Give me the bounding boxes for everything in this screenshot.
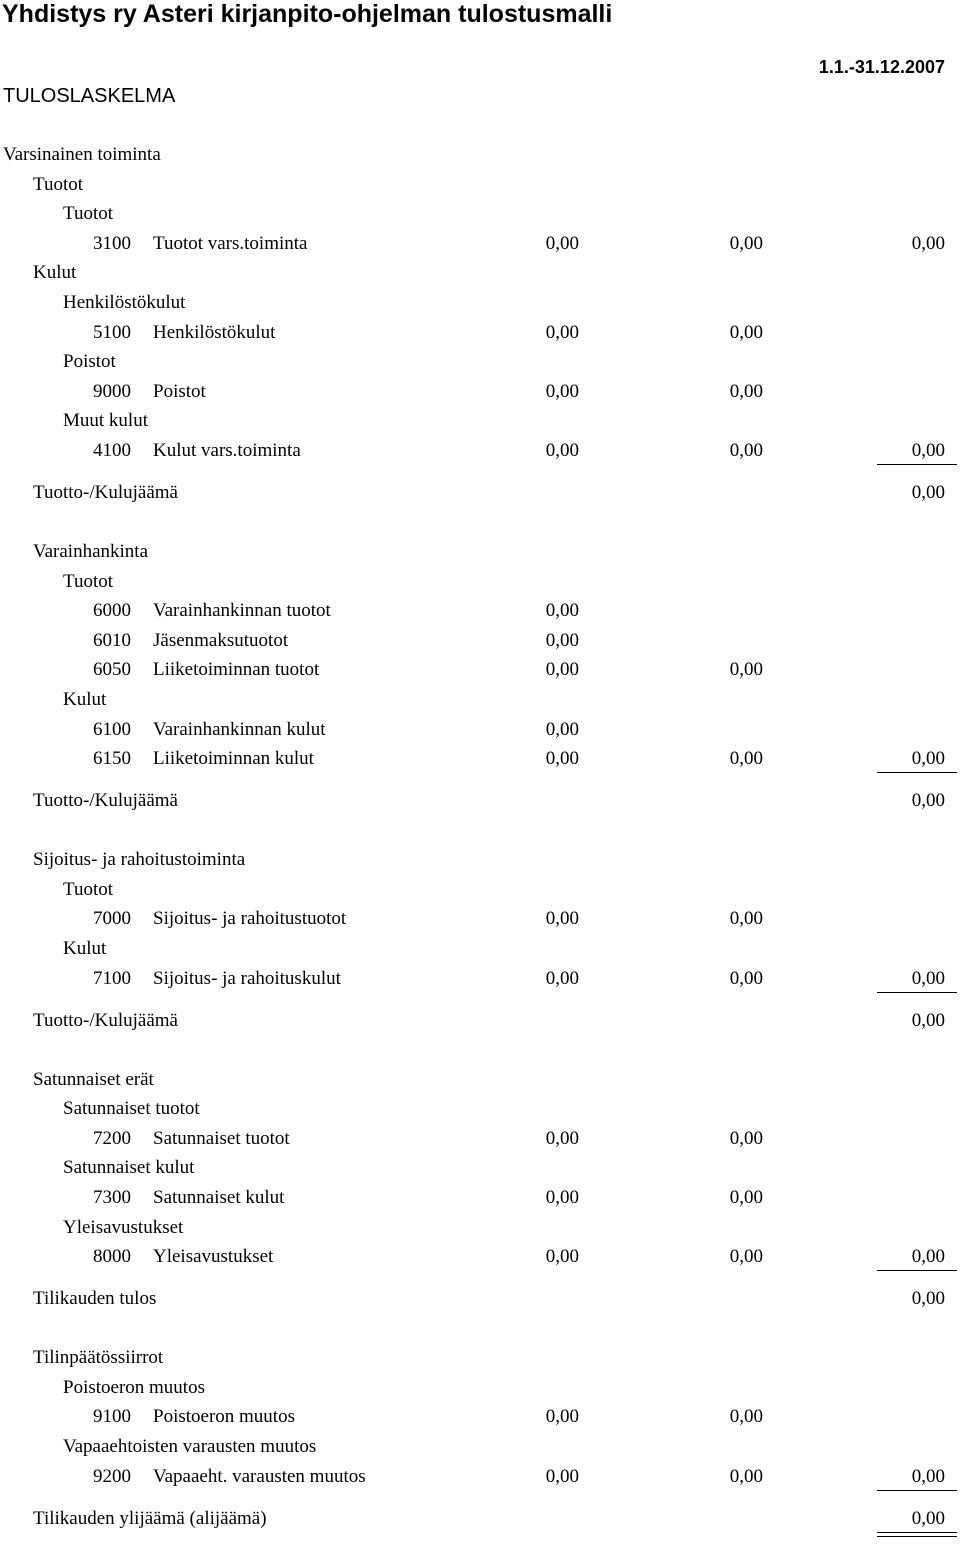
group-label: Kulut	[63, 689, 107, 710]
account-row	[0, 318, 960, 348]
account-number: 7300	[93, 1187, 131, 1208]
account-name: Varainhankinnan kulut	[153, 718, 326, 740]
amount-col-2: 0,00	[729, 380, 763, 402]
account-row	[0, 1242, 960, 1272]
account-name: Varainhankinnan tuotot	[153, 600, 331, 622]
account-number: 7100	[93, 967, 131, 989]
amount-col-2: 0,00	[729, 1127, 763, 1149]
group-row	[0, 537, 960, 567]
group-row	[0, 1432, 960, 1462]
group-label: Poistot	[63, 351, 116, 373]
total-label: Tilikauden tulos	[33, 1288, 157, 1310]
account-number: 3100	[93, 232, 131, 254]
statement-name: TULOSLASKELMA	[3, 85, 176, 107]
account-row	[0, 1402, 960, 1432]
account-row	[0, 596, 960, 626]
amount-col-2: 0,00	[729, 967, 763, 989]
group-label: Tuotot	[63, 203, 113, 225]
group-row	[0, 845, 960, 875]
report-title: Yhdistys ry Asteri kirjanpito-ohjelman tulostusmalli	[2, 0, 613, 28]
double-underline	[877, 1532, 957, 1533]
account-name: Liiketoiminnan tuotot	[153, 659, 320, 681]
account-row	[0, 655, 960, 685]
account-row	[0, 744, 960, 774]
group-label: Satunnaiset tuotot	[63, 1098, 200, 1120]
group-row	[0, 1213, 960, 1243]
amount-col-3: 0,00	[911, 1465, 945, 1487]
group-label: Satunnaiset erät	[33, 1068, 154, 1090]
account-name: Satunnaiset kulut	[153, 1187, 285, 1208]
group-row	[0, 1094, 960, 1124]
group-label: Kulut	[33, 262, 77, 284]
group-row	[0, 1373, 960, 1403]
group-label: Satunnaiset kulut	[63, 1157, 195, 1179]
group-label: Vapaaehtoisten varausten muutos	[63, 1436, 317, 1457]
total-amount: 0,00	[911, 482, 945, 503]
group-label: Kulut	[63, 938, 107, 959]
amount-col-1: 0,00	[545, 1246, 579, 1268]
group-label: Tuotot	[33, 173, 83, 195]
group-row	[0, 347, 960, 377]
group-row	[0, 288, 960, 318]
account-name: Satunnaiset tuotot	[153, 1127, 290, 1149]
group-label: Poistoeron muutos	[63, 1376, 205, 1398]
subtotal-rule	[877, 464, 957, 465]
account-number: 9000	[93, 380, 131, 402]
double-underline	[877, 1536, 957, 1537]
amount-col-3: 0,00	[911, 440, 945, 461]
amount-col-1: 0,00	[545, 629, 579, 651]
total-amount: 0,00	[911, 1507, 945, 1529]
total-amount: 0,00	[911, 790, 945, 812]
group-row	[0, 258, 960, 288]
amount-col-1: 0,00	[545, 1465, 579, 1487]
account-name: Sijoitus- ja rahoitustuotot	[153, 908, 347, 930]
total-row	[0, 1504, 960, 1534]
account-number: 4100	[93, 440, 131, 461]
amount-col-2: 0,00	[729, 440, 763, 461]
group-row	[0, 140, 960, 170]
group-row	[0, 685, 960, 715]
total-label: Tuotto-/Kulujäämä	[33, 1009, 178, 1031]
group-row	[0, 170, 960, 200]
amount-col-2: 0,00	[729, 659, 763, 681]
amount-col-1: 0,00	[545, 1187, 579, 1208]
account-number: 5100	[93, 321, 131, 343]
subtotal-rule	[877, 992, 957, 993]
group-label: Tilinpäätössiirrot	[33, 1347, 164, 1369]
amount-col-2: 0,00	[729, 1187, 763, 1208]
amount-col-3: 0,00	[911, 232, 945, 254]
amount-col-1: 0,00	[545, 1406, 579, 1428]
amount-col-1: 0,00	[545, 908, 579, 930]
subtotal-rule	[877, 772, 957, 773]
amount-col-2: 0,00	[729, 1246, 763, 1268]
group-label: Tuotot	[63, 878, 113, 900]
group-label: Varsinainen toiminta	[3, 144, 161, 165]
account-row	[0, 964, 960, 994]
amount-col-2: 0,00	[729, 1465, 763, 1487]
amount-col-2: 0,00	[729, 1406, 763, 1428]
account-name: Jäsenmaksutuotot	[153, 629, 289, 651]
account-row	[0, 229, 960, 259]
account-number: 8000	[93, 1246, 131, 1268]
account-number: 6100	[93, 718, 131, 740]
amount-col-3: 0,00	[911, 967, 945, 989]
account-name: Poistoeron muutos	[153, 1406, 295, 1428]
amount-col-3: 0,00	[911, 748, 945, 770]
report-period: 1.1.-31.12.2007	[818, 57, 945, 77]
total-amount: 0,00	[911, 1009, 945, 1031]
amount-col-1: 0,00	[545, 748, 579, 770]
amount-col-2: 0,00	[729, 748, 763, 770]
total-label: Tuotto-/Kulujäämä	[33, 482, 178, 503]
amount-col-1: 0,00	[545, 321, 579, 343]
group-row	[0, 1065, 960, 1095]
account-number: 6010	[93, 629, 131, 651]
amount-col-1: 0,00	[545, 718, 579, 740]
account-row	[0, 904, 960, 934]
group-row	[0, 1153, 960, 1183]
subtotal-rule	[877, 1270, 957, 1271]
amount-col-2: 0,00	[729, 232, 763, 254]
total-row	[0, 1284, 960, 1314]
account-number: 6050	[93, 659, 131, 681]
account-name: Poistot	[153, 380, 206, 402]
account-name: Yleisavustukset	[153, 1246, 274, 1268]
group-label: Henkilöstökulut	[63, 292, 186, 313]
account-name: Liiketoiminnan kulut	[153, 748, 314, 770]
account-row	[0, 1462, 960, 1492]
amount-col-1: 0,00	[545, 440, 579, 461]
account-name: Tuotot vars.toiminta	[153, 232, 308, 254]
group-label: Muut kulut	[63, 410, 148, 432]
account-name: Kulut vars.toiminta	[153, 440, 301, 461]
account-number: 9100	[93, 1406, 131, 1428]
account-name: Vapaaeht. varausten muutos	[153, 1465, 366, 1487]
account-name: Sijoitus- ja rahoituskulut	[153, 967, 341, 989]
amount-col-3: 0,00	[911, 1246, 945, 1268]
account-row	[0, 1183, 960, 1213]
amount-col-1: 0,00	[545, 967, 579, 989]
amount-col-1: 0,00	[545, 659, 579, 681]
total-label: Tilikauden ylijäämä (alijäämä)	[33, 1507, 267, 1529]
total-row	[0, 1006, 960, 1036]
account-name: Henkilöstökulut	[153, 321, 276, 343]
account-number: 6000	[93, 600, 131, 622]
account-number: 9200	[93, 1465, 131, 1487]
account-number: 7200	[93, 1127, 131, 1149]
amount-col-2: 0,00	[729, 908, 763, 930]
group-row	[0, 934, 960, 964]
group-row	[0, 1343, 960, 1373]
group-row	[0, 199, 960, 229]
amount-col-1: 0,00	[545, 380, 579, 402]
amount-col-1: 0,00	[545, 600, 579, 622]
group-label: Sijoitus- ja rahoitustoiminta	[33, 849, 246, 871]
group-row	[0, 567, 960, 597]
account-row	[0, 436, 960, 466]
group-label: Yleisavustukset	[63, 1216, 184, 1238]
total-label: Tuotto-/Kulujäämä	[33, 790, 178, 812]
group-row	[0, 406, 960, 436]
group-row	[0, 875, 960, 905]
account-number: 6150	[93, 748, 131, 770]
subtotal-rule	[877, 1490, 957, 1491]
amount-col-2: 0,00	[729, 321, 763, 343]
total-row	[0, 786, 960, 816]
group-label: Varainhankinta	[33, 541, 149, 562]
account-row	[0, 715, 960, 745]
account-row	[0, 626, 960, 656]
group-label: Tuotot	[63, 570, 113, 592]
amount-col-1: 0,00	[545, 232, 579, 254]
total-amount: 0,00	[911, 1288, 945, 1310]
account-row	[0, 1124, 960, 1154]
amount-col-1: 0,00	[545, 1127, 579, 1149]
account-number: 7000	[93, 908, 131, 930]
total-row	[0, 478, 960, 508]
account-row	[0, 377, 960, 407]
